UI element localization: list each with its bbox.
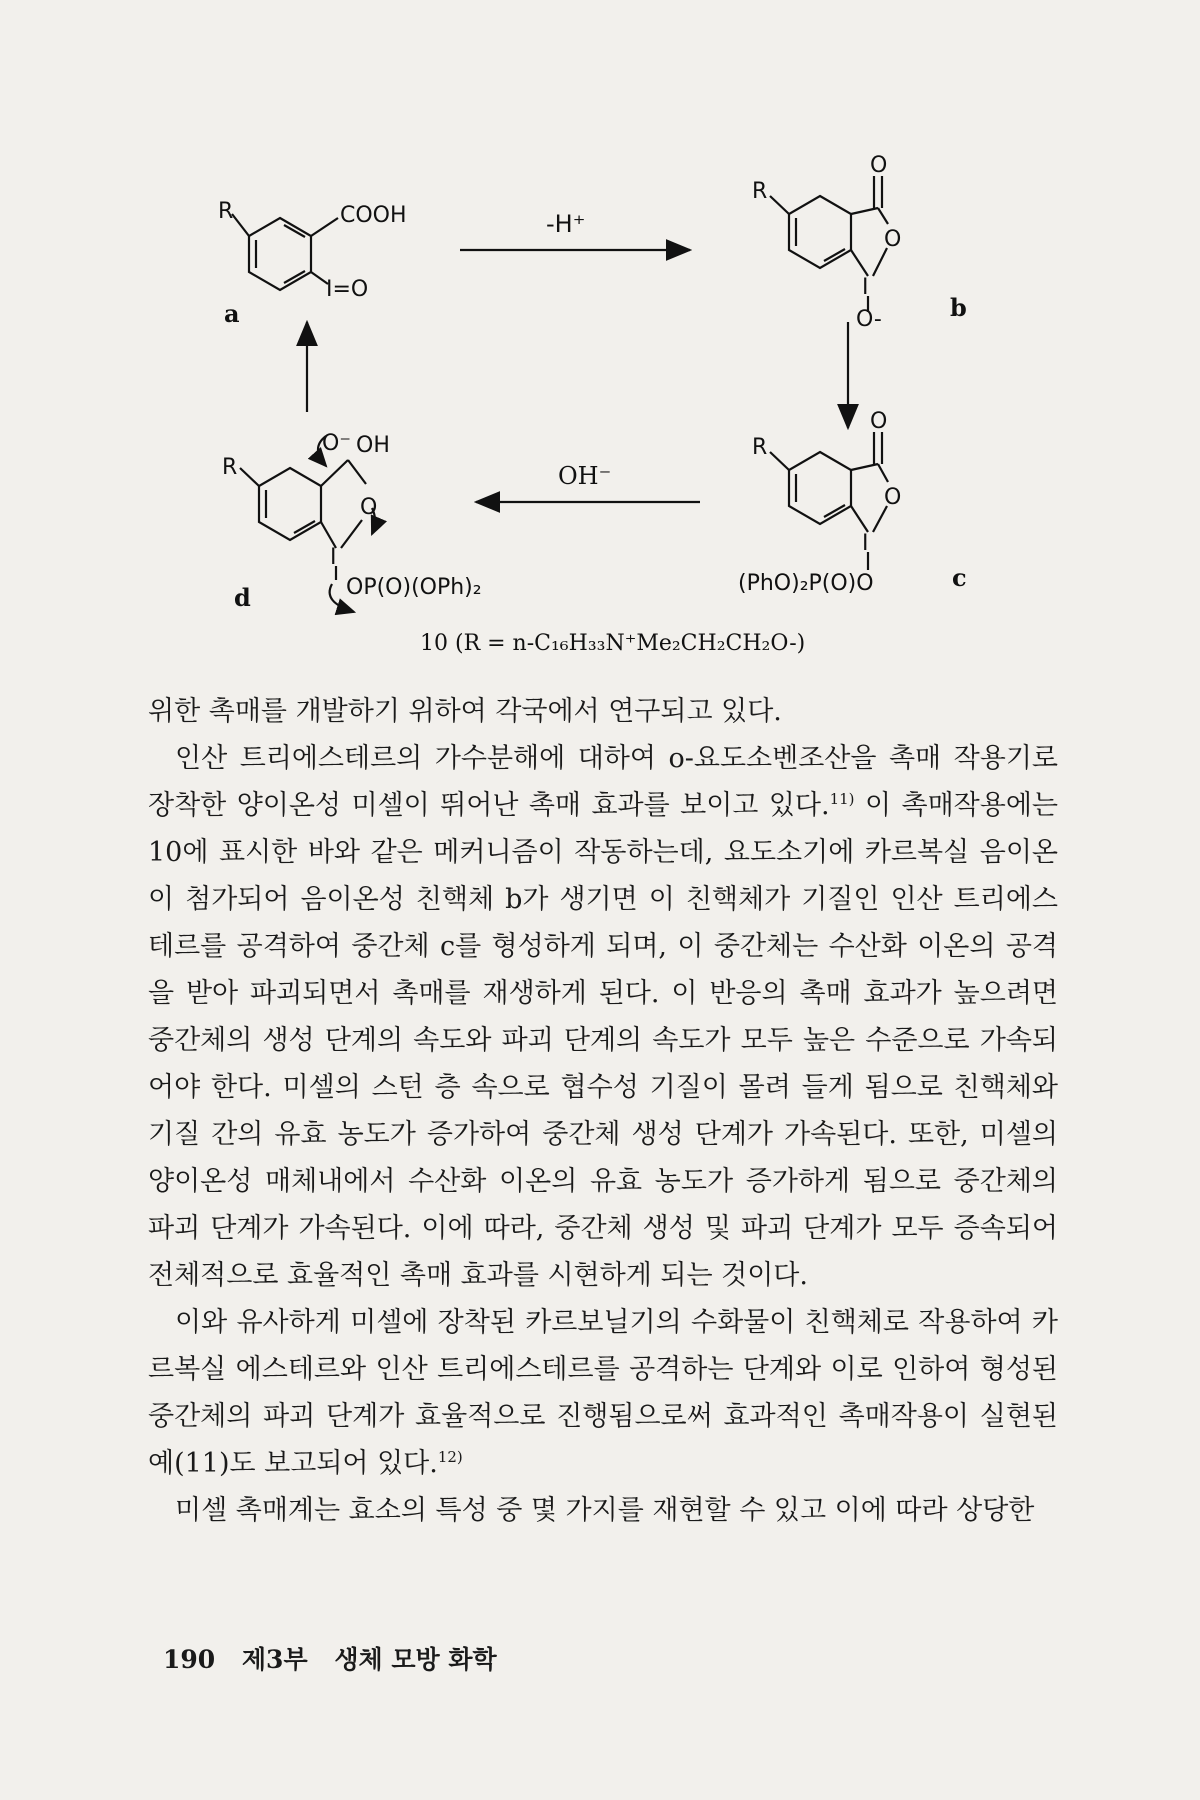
compound-c-i: I [862,531,869,556]
compound-c-phosphate: (PhO)₂P(O)O [738,571,874,596]
compound-d-leaving: OP(O)(OPh)₂ [346,575,482,600]
paragraph-1 [148,688,1058,735]
reference-12: 12) [437,1448,463,1466]
compound-b-o-carbonyl: O [870,153,888,178]
compound-d-oh: OH [356,433,390,458]
compound-b-o-ring: O [884,227,902,252]
compound-d-r: R [222,455,238,480]
paragraph-1-text: 위한 촉매를 개발하기 위하여 각국에서 연구되고 있다. [148,696,782,727]
compound-c-r: R [752,435,768,460]
paragraph-2 [148,735,1058,1299]
paragraph-3-text: 이와 유사하게 미셀에 장착된 카르보닐기의 수화물이 친핵체로 작용하여 카르복실 에스테르와 인산 트리에스테르를 공격하는 단계와 이로 인하여 형성된 중간체의 파괴 단계가 효율적으로 진행됨으로써 효과적인 촉매작용이 실현된 예(11)도 보고되어 있다. [148,1307,1058,1479]
compound-a-r: R [218,199,234,224]
compound-d-label: d [234,583,251,612]
compound-b-structure [770,176,888,312]
compound-b-r: R [752,179,768,204]
compound-d-i: I [330,545,337,570]
part-title: 생체 모방 화학 [334,1645,497,1674]
compound-a-label: a [224,299,240,328]
compound-c-o-ring: O [884,485,902,510]
page-footer [163,1640,515,1676]
compound-b-i: I [862,275,869,300]
compound-c-o-carbonyl: O [870,409,888,434]
paragraph-4-text: 미셀 촉매계는 효소의 특성 중 몇 가지를 재현할 수 있고 이에 따라 상당한 [175,1495,1035,1526]
reaction-scheme [0,0,1200,680]
paragraph-4 [148,1487,1058,1534]
compound-b-label: b [950,293,967,322]
reference-11: 11) [829,790,855,808]
arrow-ab-label: -H⁺ [546,210,586,238]
part-label: 제3부 [241,1645,308,1674]
paragraph-3 [148,1299,1058,1487]
arrow-cd-label: OH⁻ [558,462,612,490]
body-text [148,688,1058,1534]
compound-c-structure [770,432,888,570]
page-number: 190 [163,1645,216,1674]
compound-c-label: c [952,563,967,592]
scheme-caption: 10 (R = n-C₁₆H₃₃N⁺Me₂CH₂CH₂O-) [420,631,806,656]
compound-b-o-minus: O- [856,307,882,332]
compound-d-o-ring: O [360,495,378,520]
paragraph-2-text-continued: 이 촉매작용에는 10에 표시한 바와 같은 메커니즘이 작동하는데, 요도소기에 카르복실 음이온이 첨가되어 음이온성 친핵체 b가 생기면 이 친핵체가 기질인 인산 트리에스테르를 공격하여 중간체 c를 형성하게 되며, 이 중간체는 수산화 이온의 공격을 받아 파괴되면서 촉매를 재생하게 된다. 이 반응의 촉매 효과가 높으려면 중간체의 생성 단계의 속도와 파괴 단계의 속도가 모두 높은 수준으로 가속되어야 한다. 미셀의 스턴 층 속으로 협수성 기질이 몰려 들게 됨으로 친핵체와 기질 간의 유효 농도가 증가하여 중간체 생성 단계가 가속된다. 또한, 미셀의 양이온성 매체내에서 수산화 이온의 유효 농도가 증가하게 됨으로 중간체의 파괴 단계가 가속된다. 이에 따라, 중간체 생성 및 파괴 단계가 모두 증속되어 전체적으로 효율적인 촉매 효과를 시현하게 되는 것이다. [148,790,1058,1291]
compound-a-structure [232,214,338,290]
paragraph-2-text: 인산 트리에스테르의 가수분해에 대하여 o-요도소벤조산을 촉매 작용기로 장착한 양이온성 미셀이 뛰어난 촉매 효과를 보이고 있다. [148,743,1058,821]
compound-d-o-minus: O⁻ [322,431,351,456]
compound-a-io: I=O [326,277,369,302]
compound-a-cooh: COOH [340,203,407,228]
